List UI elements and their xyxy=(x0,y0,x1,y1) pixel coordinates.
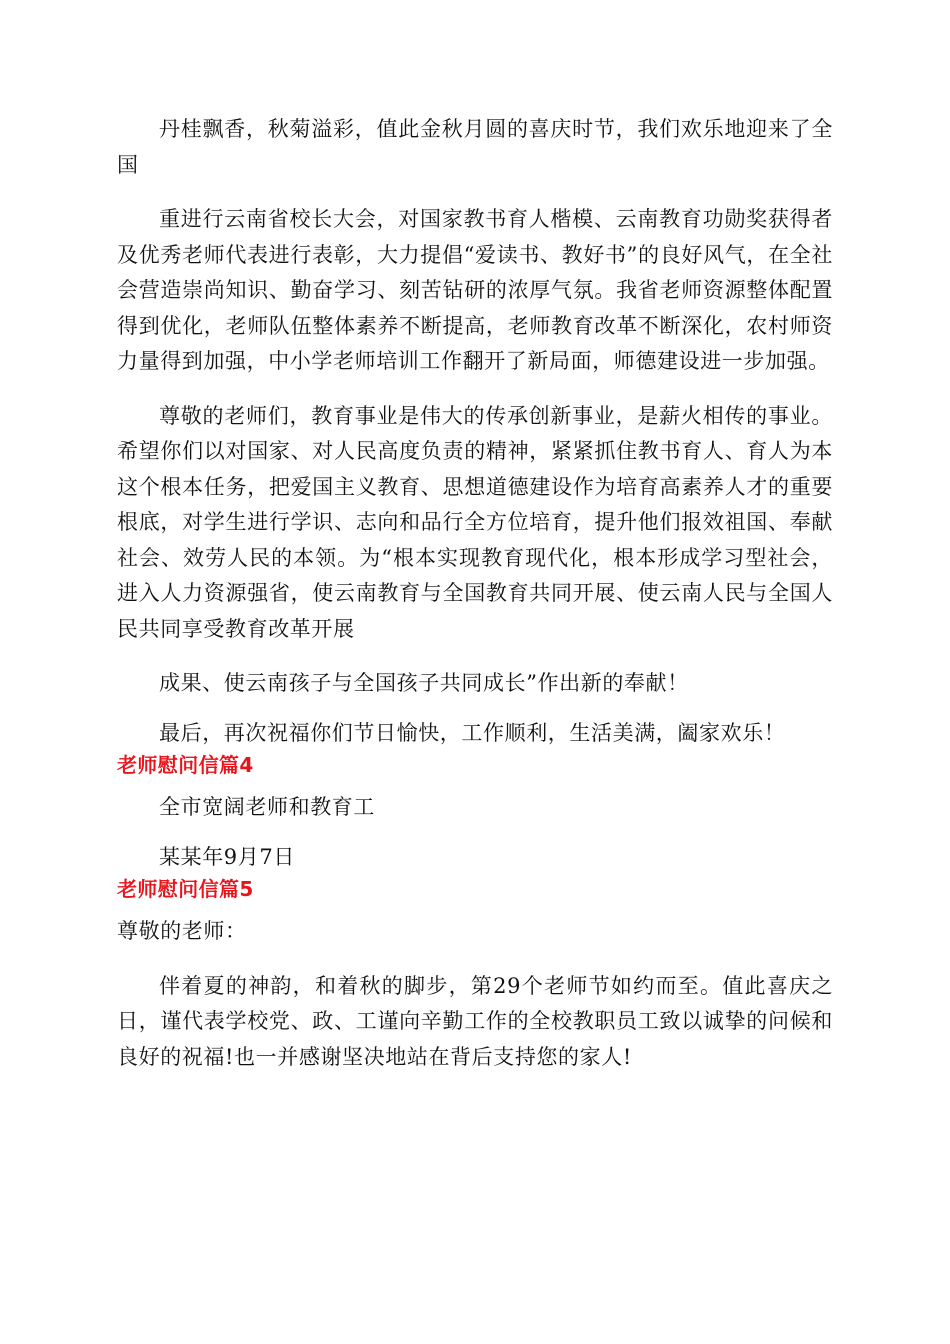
paragraph-teachers: 尊敬的老师们，教育事业是伟大的传承创新事业，是薪火相传的事业。希望你们以对国家、对人民高度负责的精神，紧紧抓住教书育人、育人为本这个根本任务，把爱国主义教育、思想道德建设作为培育高素养人才的重要根底，对学生进行学识、志向和品行全方位培育，提升他们报效祖国、奉献社会、效劳人民的本领。为“根本实现教育现代化，根本形成学习型社会，进入人力资源强省，使云南教育与全国教育共同开展、使云南人民与全国人民共同享受教育改革开展 xyxy=(117,403,833,641)
section4-date: 某某年9月7日 xyxy=(159,844,295,869)
section4-line-1: 全市宽阔老师和教育工 xyxy=(159,795,375,819)
section-heading-4: 老师慰问信篇4 xyxy=(117,753,254,777)
section5-salutation: 尊敬的老师： xyxy=(117,919,247,943)
document-page xyxy=(117,112,833,1075)
section5-body: 伴着夏的神韵，和着秋的脚步，第29个老师节如约而至。值此喜庆之日，谨代表学校党、政、工谨向辛勤工作的全校教职员工致以诚挚的问候和良好的祝福!也一并感谢坚决地站在背后支持您的家人! xyxy=(117,973,833,1069)
paragraph-closing: 最后，再次祝福你们节日愉快，工作顺利，生活美满，阖家欢乐！ xyxy=(159,720,786,745)
paragraph-conference: 重进行云南省校长大会，对国家教书育人楷模、云南教育功勋奖获得者及优秀老师代表进行表彰，大力提倡“爱读书、教好书”的良好风气，在全社会营造崇尚知识、勤奋学习、刻苦钻研的浓厚气氛。我省老师资源整体配置得到优化，老师队伍整体素养不断提高，老师教育改革不断深化，农村师资力量得到加强，中小学老师培训工作翻开了新局面，师德建设进一步加强。 xyxy=(117,207,833,373)
section-heading-5: 老师慰问信篇5 xyxy=(117,877,254,901)
paragraph-greeting: 丹桂飘香，秋菊溢彩，值此金秋月圆的喜庆时节，我们欢乐地迎来了全国 xyxy=(117,117,833,177)
paragraph-contribution: 成果、使云南孩子与全国孩子共同成长”作出新的奉献！ xyxy=(159,671,689,695)
